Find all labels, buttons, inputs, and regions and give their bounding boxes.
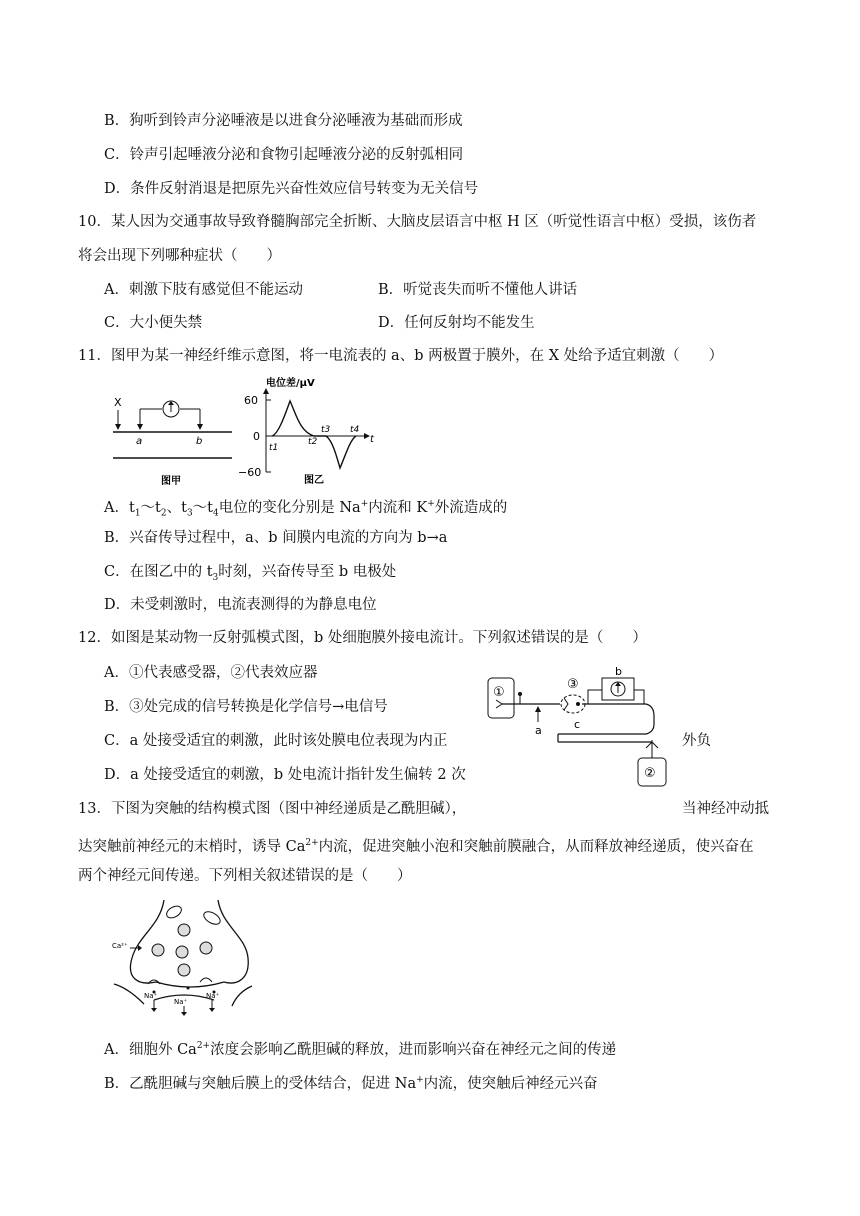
fig-yi-t3: t3: [321, 425, 331, 435]
potential-graph-figure-yi: [234, 374, 394, 488]
q13-option-a: A．细胞外 $Ca^{2+}$浓度会影响乙酰胆碱的释放，进而影响兴奋在神经元之间的传递: [104, 1041, 617, 1058]
q9-option-c: C．铃声引起唾液分泌和食物引起唾液分泌的反射弧相同: [104, 147, 464, 163]
synaptic-vesicle: [176, 946, 188, 958]
fig-yi-t2: t2: [308, 437, 318, 447]
q10-option-d: D．任何反射均不能发生: [378, 315, 535, 331]
q10-option-a: A．刺激下肢有感觉但不能运动: [104, 282, 303, 298]
q11-option-b: B．兴奋传导过程中，a、b 间膜内电流的方向为 b→a: [104, 530, 448, 546]
q10-option-c: C．大小便失禁: [104, 315, 203, 331]
q11-option-a: A．$t_1\sim t_2$、$t_3\sim t_4$电位的变化分别是 Na+内流和 K+外流造成的: [104, 499, 508, 519]
q12-option-b: B．③处完成的信号转换是化学信号→电信号: [104, 699, 388, 715]
mitochondrion-icon: [165, 904, 184, 921]
fig-yi-t-axis: t: [370, 434, 374, 445]
q10-stem-line1: 10．某人因为交通事故导致脊髓胸部完全折断、大脑皮层语言中枢 H 区（听觉性语言中枢）受损，该伤者: [78, 214, 757, 230]
nerve-fiber-figure-jia: [110, 388, 238, 488]
q13-stem-line1b: 当神经冲动抵: [682, 801, 769, 817]
q11-option-d: D．未受刺激时，电流表测得的为静息电位: [104, 597, 377, 613]
q12-option-a: A．①代表感受器，②代表效应器: [104, 665, 318, 681]
fig12-effector-label: ②: [644, 766, 656, 781]
synapse-figure: [108, 896, 268, 1018]
fig13-ca-label: Ca²⁺: [112, 942, 128, 950]
fig12-receptor-label: ①: [493, 685, 505, 700]
synaptic-vesicle: [200, 942, 212, 954]
q13-stem-line2: 达突触前神经元的末梢时，诱导 $Ca^{2+}$内流，促进突触小泡和突触前膜融合，从而释放神经递质，使兴奋在: [78, 838, 754, 855]
fig-yi-t1: t1: [269, 443, 279, 453]
synaptic-vesicle: [178, 924, 190, 936]
fig-jia-b-label: b: [196, 436, 203, 447]
fig-yi-ylabel: 电位差/μV: [266, 378, 315, 389]
q13-stem-line1a: 13．下图为突触的结构模式图（图中神经递质是乙酰胆碱），: [78, 801, 467, 817]
q9-option-b: B．狗听到铃声分泌唾液是以进食分泌唾液为基础而形成: [104, 113, 463, 129]
fig12-synapse-label: ③: [567, 677, 579, 692]
fig-jia-a-label: a: [136, 436, 143, 447]
fig13-na-label-3: Na⁺: [206, 992, 220, 1000]
q12-stem: 12．如图是某动物一反射弧模式图，b 处细胞膜外接电流计。下列叙述错误的是（ ）: [78, 630, 647, 646]
potential-curve: [272, 401, 356, 468]
fig-yi-yneg60: −60: [238, 466, 262, 479]
q11-stem: 11．图甲为某一神经纤维示意图，将一电流表的 a、b 两极置于膜外，在 X 处给予适宜刺激（ ）: [78, 348, 724, 364]
q9-option-d: D．条件反射消退是把原先兴奋性效应信号转变为无关信号: [104, 181, 479, 197]
q13-stem-line3: 两个神经元间传递。下列相关叙述错误的是（ ）: [78, 868, 412, 884]
q11-option-c: C．在图乙中的 $t_3$时刻，兴奋传导至 b 电极处: [104, 564, 397, 583]
fig12-a-label: a: [535, 724, 542, 737]
synaptic-vesicle: [152, 944, 164, 956]
fig-jia-caption: 图甲: [161, 476, 181, 487]
fig13-na-label-1: Na⁺: [144, 992, 158, 1000]
q12-option-c: C．a 处接受适宜的刺激，此时该处膜电位表现为内正: [104, 733, 448, 749]
q12-option-c-tail: 外负: [682, 733, 711, 749]
fig13-na-label-2: Na⁺: [174, 998, 188, 1006]
fig12-c-label: c: [574, 718, 581, 731]
fig-yi-t4: t4: [350, 425, 360, 435]
q13-option-b: B．乙酰胆碱与突触后膜上的受体结合，促进 Na+内流，使突触后神经元兴奋: [104, 1075, 598, 1092]
q12-option-d: D．a 处接受适宜的刺激，b 处电流计指针发生偏转 2 次: [104, 767, 466, 783]
q10-option-b: B．听觉丧失而听不懂他人讲话: [378, 282, 578, 298]
reflex-arc-figure: [478, 662, 678, 792]
fig-jia-x-label: X: [114, 396, 122, 409]
synaptic-vesicle: [178, 964, 190, 976]
q10-stem-line2: 将会出现下列哪种症状（ ）: [78, 248, 281, 264]
fig-yi-caption: 图乙: [304, 475, 324, 486]
fig-yi-y0: 0: [253, 430, 260, 443]
fig-yi-y60: 60: [244, 394, 258, 407]
fig12-b-label: b: [615, 665, 622, 678]
